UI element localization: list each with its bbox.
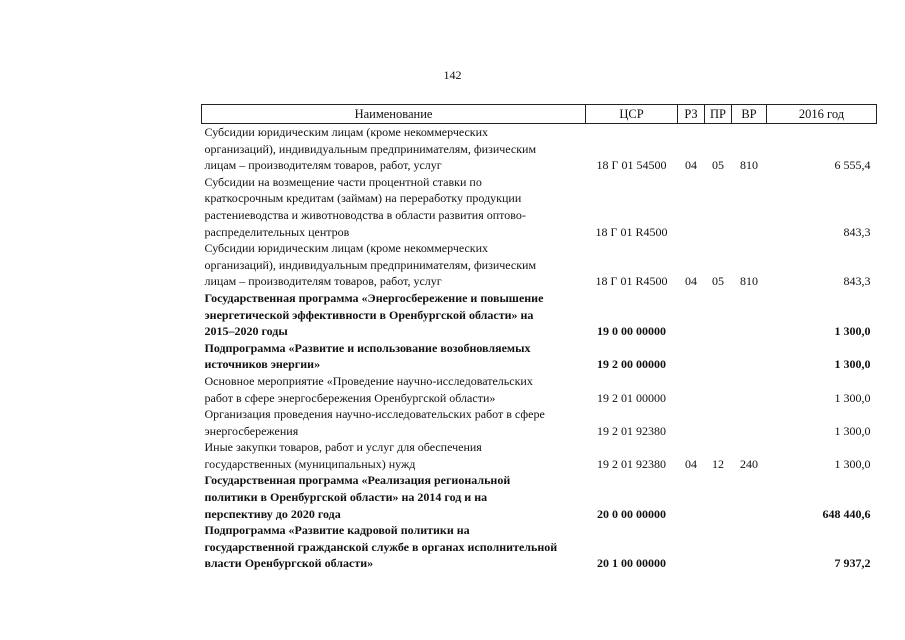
row-csr: 19 2 01 92380 (597, 456, 666, 471)
row-name-line: Субсидии юридическим лицам (кроме некоммерческих (204, 125, 489, 139)
table-body (202, 124, 877, 573)
row-vr (732, 340, 767, 373)
row-pr: 05 (712, 158, 724, 173)
header-csr: ЦСР (586, 105, 678, 124)
row-name (202, 406, 586, 439)
row-csr: 19 2 01 00000 (597, 390, 666, 405)
row-csr: 20 0 00 00000 (597, 506, 666, 521)
row-amount: 7 937,2 (834, 556, 871, 571)
row-name-line: власти Оренбургской области» (204, 556, 374, 571)
page-number: 142 (443, 68, 462, 82)
row-rz (678, 290, 705, 340)
row-pr (705, 340, 732, 373)
row-rz: 04 (685, 274, 697, 289)
row-name-line: распределительных центров (204, 224, 350, 239)
row-rz (678, 472, 705, 522)
row-csr: 19 2 00 00000 (597, 357, 666, 372)
row-rz: 04 (685, 456, 697, 471)
row-name-line: перспективу до 2020 года (204, 506, 341, 521)
row-name-line: Государственная программа «Энергосбережение и повышение (204, 290, 544, 305)
row-name (202, 124, 586, 174)
table-row (202, 439, 877, 472)
row-name-line: организаций), индивидуальным предпринимателям, физическим (204, 141, 537, 156)
row-vr (732, 174, 767, 240)
table-row (202, 472, 877, 522)
table-row (202, 240, 877, 290)
header-year: 2016 год (767, 105, 877, 124)
row-name-line: государственной гражданской службе в органах исполнительной (204, 539, 558, 554)
row-amount: 1 300,0 (834, 324, 871, 339)
row-amount: 1 300,0 (834, 456, 871, 471)
row-name (202, 174, 586, 240)
row-name-line: организаций), индивидуальным предпринимателям, физическим (204, 257, 537, 272)
table-row (202, 522, 877, 572)
row-rz (678, 373, 705, 406)
row-amount: 1 300,0 (834, 357, 871, 372)
header-name: Наименование (202, 105, 586, 124)
row-name-line: Подпрограмма «Развитие кадровой политики на (204, 523, 470, 538)
row-name-line: государственных (муниципальных) нужд (204, 456, 416, 471)
budget-table (201, 104, 877, 572)
row-name-line: 2015–2020 годы (204, 324, 288, 339)
row-vr: 240 (740, 456, 758, 471)
row-name-line: растениеводства и животноводства в области развития оптово- (204, 207, 526, 222)
table-row (202, 290, 877, 340)
row-vr: 810 (740, 274, 758, 289)
row-name-line: источников энергии» (204, 357, 321, 372)
row-vr: 810 (740, 158, 758, 173)
row-vr (732, 290, 767, 340)
row-amount: 1 300,0 (834, 423, 871, 438)
row-name (202, 439, 586, 472)
row-name-line: энергосбережения (204, 423, 299, 438)
row-vr (732, 522, 767, 572)
row-csr: 18 Г 01 R4500 (595, 274, 668, 289)
row-name (202, 522, 586, 572)
row-name-line: краткосрочным кредитам (займам) на переработку продукции (204, 191, 522, 206)
table-row (202, 373, 877, 406)
row-rz: 04 (685, 158, 697, 173)
row-pr (705, 373, 732, 406)
row-name-line: работ в сфере энергосбережения Оренбургской области» (204, 390, 496, 405)
row-rz (678, 340, 705, 373)
row-amount: 843,3 (843, 224, 871, 239)
row-name-line: энергетической эффективности в Оренбургской области» на (204, 307, 534, 322)
row-pr (705, 290, 732, 340)
row-rz (678, 406, 705, 439)
row-name (202, 373, 586, 406)
row-csr: 20 1 00 00000 (597, 556, 666, 571)
row-csr: 18 Г 01 54500 (596, 158, 667, 173)
row-rz (678, 174, 705, 240)
header-rz: РЗ (678, 105, 705, 124)
row-name-line: Государственная программа «Реализация региональной (204, 473, 511, 488)
row-csr: 19 2 01 92380 (597, 423, 666, 438)
row-name-line: политики в Оренбургской области» на 2014 год и на (204, 490, 488, 505)
header-vr: ВР (732, 105, 767, 124)
row-name-line: Субсидии юридическим лицам (кроме некоммерческих (204, 241, 489, 256)
row-pr: 05 (712, 274, 724, 289)
table-header-row (202, 105, 877, 124)
row-pr (705, 174, 732, 240)
row-amount: 1 300,0 (834, 390, 871, 405)
row-csr: 19 0 00 00000 (597, 324, 666, 339)
row-csr: 18 Г 01 R4500 (595, 224, 668, 239)
row-amount: 843,3 (843, 274, 871, 289)
row-name-line: лицам – производителям товаров, работ, услуг (204, 274, 442, 289)
header-pr: ПР (705, 105, 732, 124)
table-row (202, 406, 877, 439)
row-name-line: лицам – производителям товаров, работ, услуг (204, 158, 442, 173)
row-pr (705, 522, 732, 572)
row-pr (705, 406, 732, 439)
row-pr (705, 472, 732, 522)
row-name (202, 290, 586, 340)
row-name (202, 472, 586, 522)
row-name-line: Подпрограмма «Развитие и использование возобновляемых (204, 340, 531, 355)
table-row (202, 174, 877, 240)
table-row (202, 340, 877, 373)
row-vr (732, 406, 767, 439)
row-pr: 12 (712, 456, 724, 471)
row-amount: 6 555,4 (834, 158, 871, 173)
row-name (202, 240, 586, 290)
row-amount: 648 440,6 (822, 506, 871, 521)
row-name-line: Основное мероприятие «Проведение научно-исследовательских (204, 373, 533, 388)
row-rz (678, 522, 705, 572)
row-name-line: Организация проведения научно-исследовательских работ в сфере (204, 407, 545, 422)
row-vr (732, 373, 767, 406)
table-row (202, 124, 877, 174)
row-vr (732, 472, 767, 522)
row-name (202, 340, 586, 373)
row-name-line: Иные закупки товаров, работ и услуг для обеспечения (204, 440, 482, 455)
row-name-line: Субсидии на возмещение части процентной ставки по (204, 174, 482, 189)
